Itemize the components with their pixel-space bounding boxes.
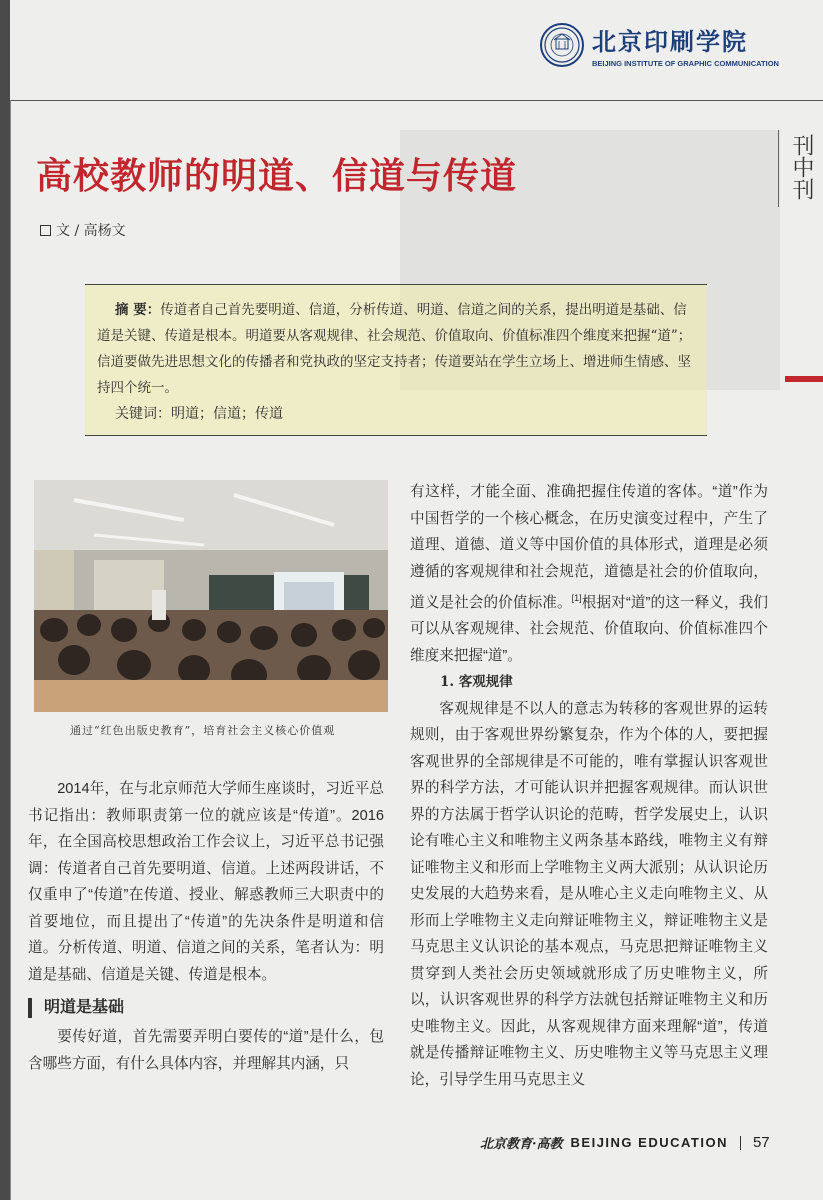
intro-paragraph: 2014年，在与北京师范大学师生座谈时，习近平总书记指出：教师职责第一位的就应该是“传道”。2016年，在全国高校思想政治工作会议上，习近平总书记强调：传道者自己首先要明道、信道。上述两段讲话，不仅重申了“传道”在传道、授业、解惑教师三大职责中的首要地位，而且提出了“传道”的先决条件是明道和信道。分析传道、明道、信道之间的关系，笔者认为：明道是基础、信道是关键、传道是根本。 bbox=[28, 781, 384, 983]
classroom-photo bbox=[34, 480, 388, 712]
abstract bbox=[97, 297, 699, 401]
section-tab-label bbox=[778, 130, 823, 207]
left-column bbox=[28, 776, 384, 1077]
byline-text: 文 / 高杨文 bbox=[56, 223, 126, 239]
byline-box-icon bbox=[40, 225, 51, 236]
magazine-en-name: BEIJING EDUCATION bbox=[570, 1135, 728, 1150]
abstract-label: 摘 要： bbox=[115, 302, 161, 318]
logo-en-text: BEIJING INSTITUTE OF GRAPHIC COMMUNICATION bbox=[592, 59, 779, 68]
magazine-page bbox=[10, 0, 823, 1200]
continued-paragraph-part1: 有这样，才能全面、准确把握住传道的客体。“道”作为中国哲学的一个核心概念，在历史演变过程中，产生了道理、道德、道义等中国价值的具体形式，道理是必须遵循的客观规律和社会规范，道德是社会的价值取向，道义是社会的价值标准。 bbox=[410, 484, 768, 611]
keywords: 关键词：明道；信道；传道 bbox=[115, 405, 283, 421]
logo-cn-text: 北京印刷学院 bbox=[592, 27, 748, 56]
page-footer bbox=[480, 1133, 770, 1152]
continued-paragraph bbox=[410, 479, 768, 669]
section-tab-text: 刊中刊 bbox=[789, 134, 814, 200]
footer-separator bbox=[740, 1136, 741, 1150]
header-rule bbox=[10, 100, 823, 101]
section-tab-accent bbox=[785, 376, 823, 382]
abstract-body: 传道者自己首先要明道、信道，分析传道、明道、信道之间的关系，提出明道是基础、信道是关键、传道是根本。明道要从客观规律、社会规范、价值取向、价值标准四个维度来把握“道”；信道要做先进思想文化的传播者和党执政的坚定支持者；传道要站在学生立场上、增进师生情感、坚持四个统一。 bbox=[97, 302, 692, 396]
magazine-cn-name: 北京教育·高教 bbox=[480, 1137, 563, 1152]
university-seal-icon bbox=[540, 23, 584, 67]
byline bbox=[40, 220, 126, 240]
institution-logo bbox=[540, 22, 779, 68]
section-heading: 明道是基础 bbox=[28, 998, 384, 1018]
right-column bbox=[410, 479, 768, 1093]
subsection-heading: 1. 客观规律 bbox=[440, 674, 513, 691]
objective-laws-paragraph: 客观规律是不以人的意志为转移的客观世界的运转规则，由于客观世界纷繁复杂，作为个体的人，要把握客观世界的全部规律是不可能的，唯有掌握认识客观世界的科学方法，才可能认识并把握客观规律。而认识世界的方法属于哲学认识论的范畴，哲学发展史上，认识论有唯心主义和唯物主义两条基本路线，唯物主义有辩证唯物主义和形而上学唯物主义两大派别；从认识论历史发展的大趋势来看，是从唯心主义走向唯物主义、从形而上学唯物主义走向辩证唯物主义，辩证唯物主义是马克思主义认识论的基本观点，马克思把辩证唯物主义贯穿到人类社会历史领域就形成了历史唯物主义，所以，认识客观世界的科学方法就包括辩证唯物主义和历史唯物主义。因此，从客观规律方面来理解“道”，传道就是传播辩证唯物主义、历史唯物主义等马克思主义理论，引导学生用马克思主义 bbox=[410, 700, 768, 1088]
article-title: 高校教师的明道、信道与传道 bbox=[36, 155, 518, 197]
page-number: 57 bbox=[752, 1134, 770, 1151]
continued-paragraph-part2: 根据对“道”的这一释义，我们可以从客观规律、社会规范、价值取向、价值标准四个维度来把握“道”。 bbox=[410, 594, 768, 664]
photo-caption: 通过“红色出版史教育”，培育社会主义核心价值观 bbox=[70, 724, 336, 737]
section-paragraph: 要传好道，首先需要弄明白要传的“道”是什么，包含哪些方面，有什么具体内容，并理解其内涵，只 bbox=[28, 1029, 384, 1072]
citation-marker: [1] bbox=[571, 593, 582, 603]
left-margin-rule bbox=[10, 100, 11, 1200]
abstract-box bbox=[85, 284, 707, 436]
